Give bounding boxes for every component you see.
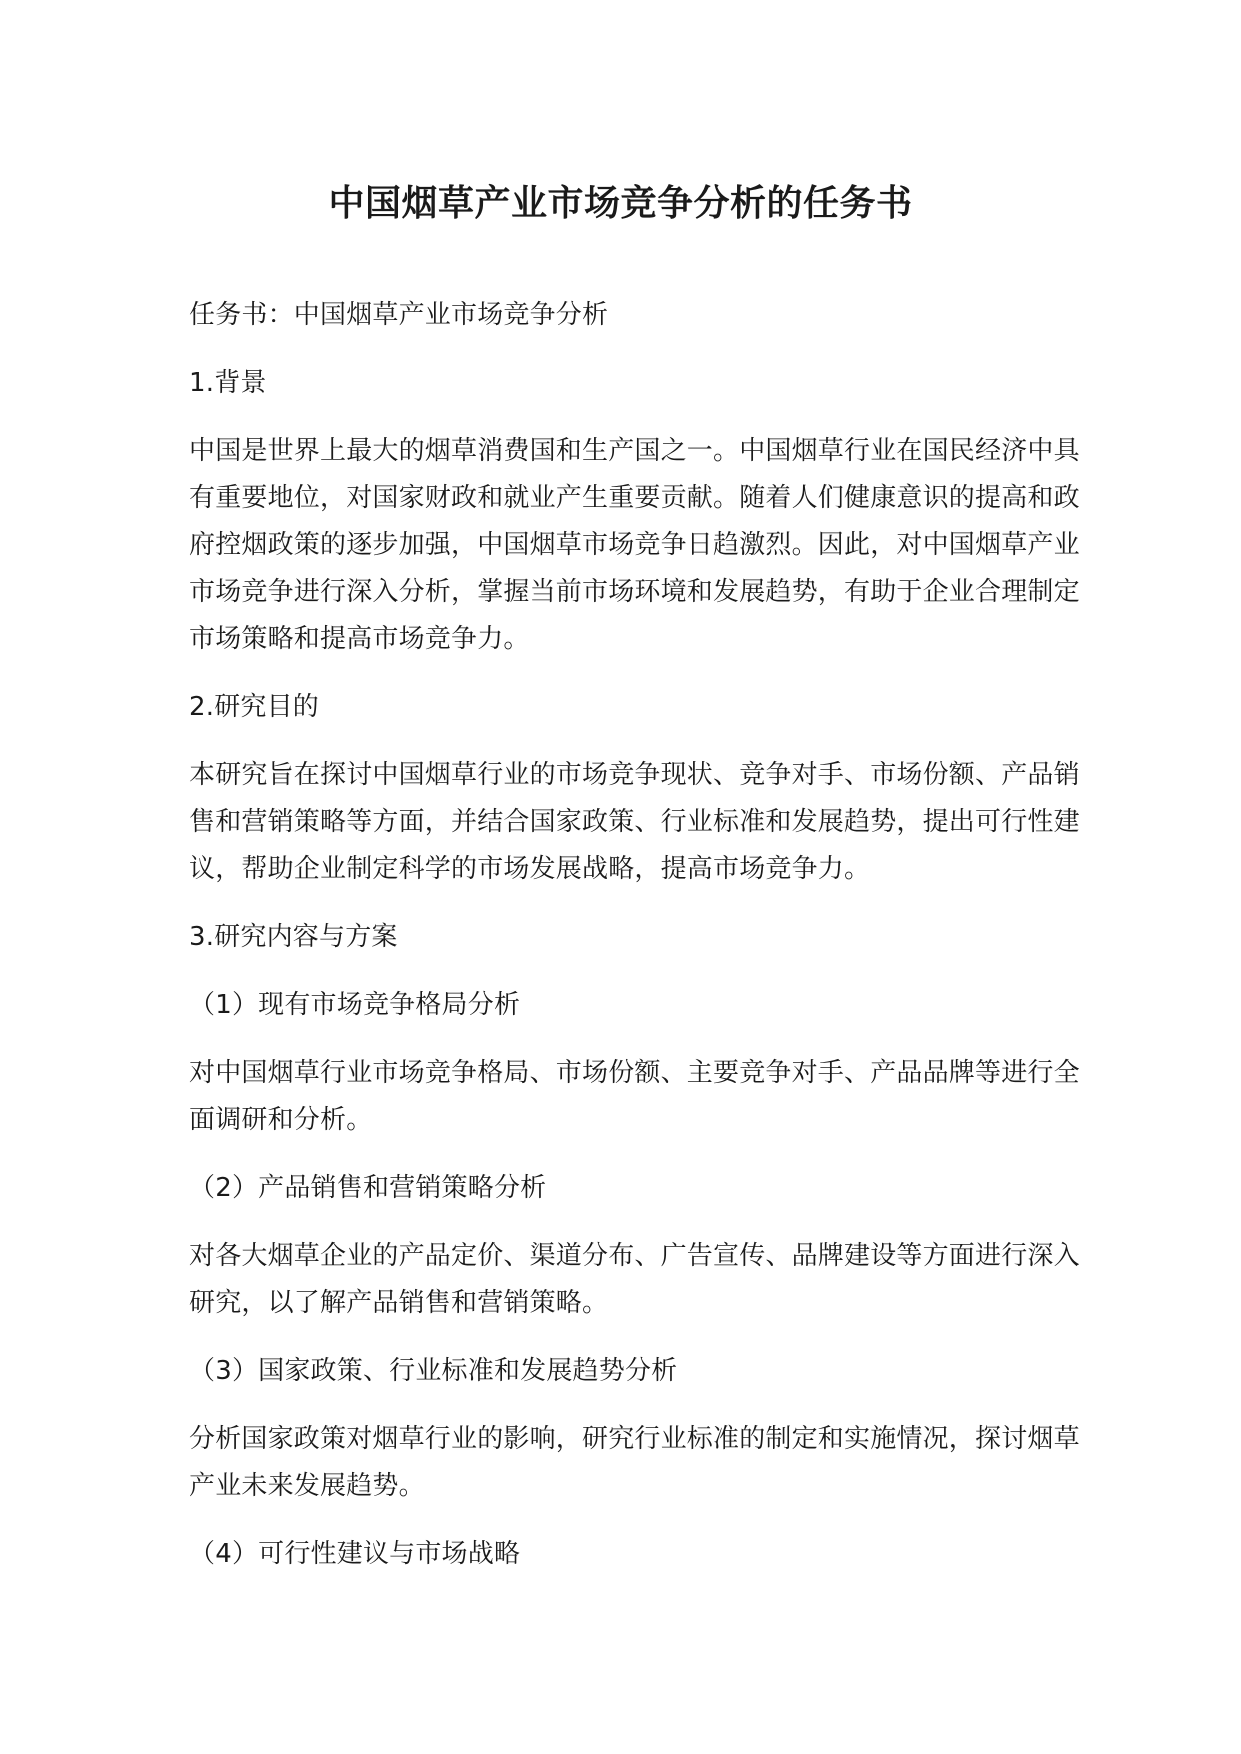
task-heading: 任务书：中国烟草产业市场竞争分析	[189, 300, 609, 330]
subheading-3: （3）国家政策、行业标准和发展趋势分析	[189, 1356, 678, 1386]
subheading-2: （2）产品销售和营销策略分析	[189, 1173, 547, 1203]
section-heading-content: 3.研究内容与方案	[189, 922, 398, 952]
document-title: 中国烟草产业市场竞争分析的任务书	[328, 183, 913, 224]
subheading-4: （4）可行性建议与市场战略	[189, 1539, 521, 1569]
document-body	[189, 292, 1089, 1599]
subparagraph-1: 对中国烟草行业市场竞争格局、市场份额、主要竞争对手、产品品牌等进行全面调研和分析。	[189, 1058, 1080, 1135]
background-paragraph: 中国是世界上最大的烟草消费国和生产国之一。中国烟草行业在国民经济中具有重要地位，对国家财政和就业产生重要贡献。随着人们健康意识的提高和政府控烟政策的逐步加强，中国烟草市场竞争日趋激烈。因此，对中国烟草产业市场竞争进行深入分析，掌握当前市场环境和发展趋势，有助于企业合理制定市场策略和提高市场竞争力。	[189, 436, 1080, 654]
subheading-1: （1）现有市场竞争格局分析	[189, 990, 521, 1020]
section-heading-purpose: 2.研究目的	[189, 692, 320, 722]
section-heading-background: 1.背景	[189, 368, 267, 398]
subparagraph-3: 分析国家政策对烟草行业的影响，研究行业标准的制定和实施情况，探讨烟草产业未来发展趋势。	[189, 1424, 1080, 1501]
purpose-paragraph: 本研究旨在探讨中国烟草行业的市场竞争现状、竞争对手、市场份额、产品销售和营销策略等方面，并结合国家政策、行业标准和发展趋势，提出可行性建议，帮助企业制定科学的市场发展战略，提高市场竞争力。	[189, 760, 1080, 884]
subparagraph-2: 对各大烟草企业的产品定价、渠道分布、广告宣传、品牌建设等方面进行深入研究，以了解产品销售和营销策略。	[189, 1241, 1080, 1318]
